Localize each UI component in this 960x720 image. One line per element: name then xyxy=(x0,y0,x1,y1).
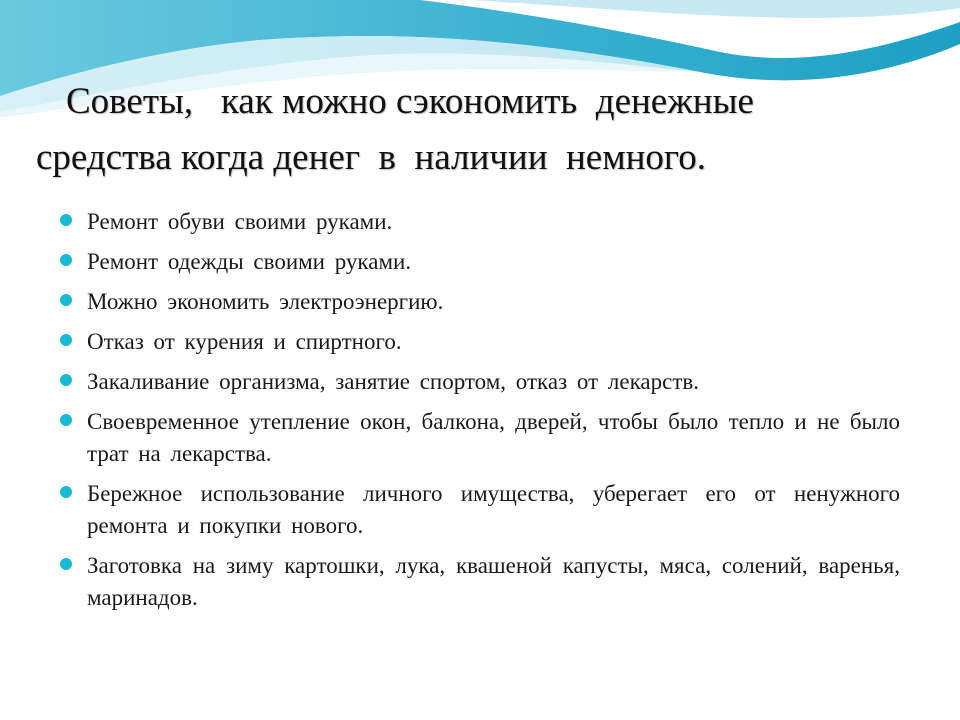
bullet-dot-icon xyxy=(60,334,72,346)
bullet-text: Закаливание организма, занятие спортом, отказ от лекарств. xyxy=(87,369,700,394)
bullet-item xyxy=(60,286,900,318)
bullet-text: Ремонт одежды своими руками. xyxy=(87,249,412,274)
bullet-dot-icon xyxy=(60,414,72,426)
bullet-text: Бережное использование личного имущества, уберегает его от ненужного ремонта и покупки нового. xyxy=(87,481,900,538)
bullet-dot-icon xyxy=(60,486,72,498)
bullet-text: Можно экономить электроэнергию. xyxy=(87,289,444,314)
bullet-text: Ремонт обуви своими руками. xyxy=(87,209,393,234)
bullet-item xyxy=(60,326,900,358)
bullet-dot-icon xyxy=(60,374,72,386)
bullet-dot-icon xyxy=(60,214,72,226)
bullet-dot-icon xyxy=(60,558,72,570)
bullet-item xyxy=(60,406,900,470)
bullet-dot-icon xyxy=(60,294,72,306)
bullet-item xyxy=(60,366,900,398)
bullet-item xyxy=(60,550,900,614)
bullet-text: Заготовка на зиму картошки, лука, квашеной капусты, мяса, солений, варенья, маринадов. xyxy=(87,553,900,610)
bullet-text: Своевременное утепление окон, балкона, дверей, чтобы было тепло и не было трат на лекарства. xyxy=(87,409,900,466)
bullet-list xyxy=(60,206,900,622)
title-line-2: средства когда денег в наличии немного. xyxy=(36,137,706,178)
bullet-item xyxy=(60,478,900,542)
slide-title xyxy=(36,74,916,186)
bullet-dot-icon xyxy=(60,254,72,266)
title-line-1: Советы, как можно сэкономить денежные xyxy=(66,81,754,122)
bullet-item xyxy=(60,206,900,238)
bullet-item xyxy=(60,246,900,278)
bullet-text: Отказ от курения и спиртного. xyxy=(87,329,402,354)
